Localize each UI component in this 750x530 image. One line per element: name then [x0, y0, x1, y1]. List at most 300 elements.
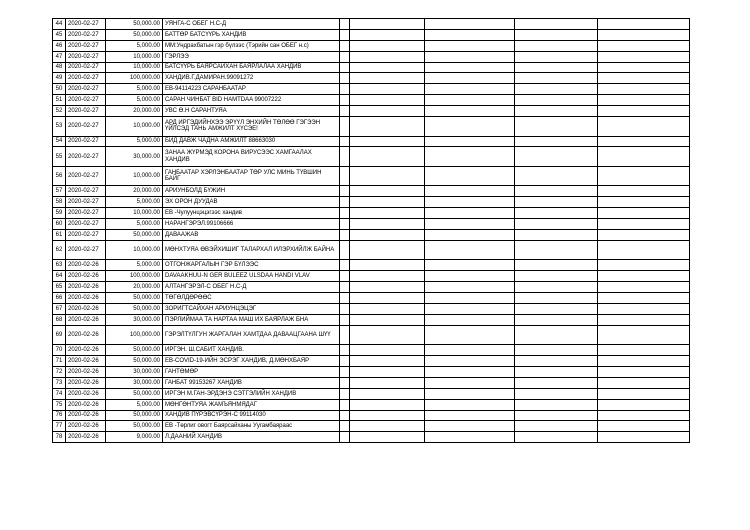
empty-cell [350, 260, 425, 271]
table-row [53, 325, 690, 345]
empty-cell [598, 303, 690, 314]
row-number-cell: 72 [53, 366, 66, 377]
empty-cell [350, 147, 425, 167]
table-row [53, 282, 690, 293]
date-cell: 2020-02-27 [66, 40, 106, 51]
empty-cell [340, 62, 350, 73]
empty-cell [425, 356, 515, 367]
description-cell: ДАВААЖАВ [163, 229, 340, 240]
empty-cell [350, 356, 425, 367]
row-number-cell: 47 [53, 51, 66, 62]
row-number-cell: 65 [53, 282, 66, 293]
description-cell: ЕВ -Төрлиг овогт Баярсайханы Уугамбаярaас [163, 421, 340, 432]
empty-cell [350, 325, 425, 345]
date-cell: 2020-02-26 [66, 260, 106, 271]
empty-cell [515, 377, 598, 388]
empty-cell [350, 399, 425, 410]
empty-cell [340, 366, 350, 377]
empty-cell [515, 356, 598, 367]
empty-cell [515, 166, 598, 186]
empty-cell [515, 106, 598, 117]
empty-cell [340, 388, 350, 399]
empty-cell [340, 356, 350, 367]
empty-cell [350, 40, 425, 51]
empty-cell [425, 388, 515, 399]
table-row [53, 106, 690, 117]
row-number-cell: 61 [53, 229, 66, 240]
empty-cell [515, 229, 598, 240]
amount-cell: 20,000.00 [106, 282, 163, 293]
table-row [53, 271, 690, 282]
date-cell: 2020-02-27 [66, 166, 106, 186]
row-number-cell: 62 [53, 240, 66, 260]
date-cell: 2020-02-27 [66, 208, 106, 219]
empty-cell [350, 208, 425, 219]
empty-cell [340, 219, 350, 230]
row-number-cell: 49 [53, 73, 66, 84]
table-row [53, 260, 690, 271]
amount-cell: 30,000.00 [106, 147, 163, 167]
empty-cell [515, 95, 598, 106]
empty-cell [340, 282, 350, 293]
empty-cell [598, 399, 690, 410]
empty-cell [425, 432, 515, 443]
table-row [53, 29, 690, 40]
empty-cell [350, 219, 425, 230]
empty-cell [515, 388, 598, 399]
empty-cell [350, 117, 425, 137]
table-row [53, 117, 690, 137]
table-body [53, 19, 690, 443]
empty-cell [598, 229, 690, 240]
empty-cell [350, 314, 425, 325]
table-row [53, 366, 690, 377]
date-cell: 2020-02-26 [66, 377, 106, 388]
row-number-cell: 46 [53, 40, 66, 51]
row-number-cell: 77 [53, 421, 66, 432]
empty-cell [598, 29, 690, 40]
empty-cell [515, 271, 598, 282]
empty-cell [350, 377, 425, 388]
empty-cell [425, 314, 515, 325]
empty-cell [598, 136, 690, 147]
table-row [53, 40, 690, 51]
row-number-cell: 54 [53, 136, 66, 147]
date-cell: 2020-02-26 [66, 356, 106, 367]
table-row [53, 208, 690, 219]
empty-cell [515, 197, 598, 208]
row-number-cell: 45 [53, 29, 66, 40]
empty-cell [598, 62, 690, 73]
empty-cell [598, 51, 690, 62]
date-cell: 2020-02-26 [66, 432, 106, 443]
empty-cell [515, 51, 598, 62]
table-row [53, 432, 690, 443]
date-cell: 2020-02-26 [66, 282, 106, 293]
table-row [53, 197, 690, 208]
empty-cell [598, 421, 690, 432]
empty-cell [350, 186, 425, 197]
empty-cell [350, 345, 425, 356]
date-cell: 2020-02-27 [66, 147, 106, 167]
empty-cell [598, 356, 690, 367]
row-number-cell: 50 [53, 84, 66, 95]
empty-cell [340, 271, 350, 282]
empty-cell [350, 106, 425, 117]
empty-cell [598, 186, 690, 197]
empty-cell [598, 377, 690, 388]
date-cell: 2020-02-26 [66, 399, 106, 410]
amount-cell: 30,000.00 [106, 314, 163, 325]
description-cell: НАРАНГЭРЭЛ.99106666 [163, 219, 340, 230]
description-cell: ОТГОНЖАРГАЛЫН ГЭР БҮЛЭЭС [163, 260, 340, 271]
table-row [53, 345, 690, 356]
empty-cell [515, 147, 598, 167]
description-cell: ХАНДИВ ПҮРЭВСҮРЭН-С 99114030 [163, 410, 340, 421]
table-row [53, 95, 690, 106]
date-cell: 2020-02-26 [66, 303, 106, 314]
empty-cell [425, 95, 515, 106]
empty-cell [350, 51, 425, 62]
date-cell: 2020-02-26 [66, 388, 106, 399]
table-row [53, 293, 690, 304]
empty-cell [598, 147, 690, 167]
empty-cell [350, 166, 425, 186]
row-number-cell: 69 [53, 325, 66, 345]
empty-cell [425, 147, 515, 167]
empty-cell [598, 388, 690, 399]
amount-cell: 30,000.00 [106, 366, 163, 377]
row-number-cell: 48 [53, 62, 66, 73]
empty-cell [350, 421, 425, 432]
description-cell: БАТСҮҮРЬ БАЯРСАЙХАН БАЯРЛАЛАА ХАНДИВ [163, 62, 340, 73]
row-number-cell: 63 [53, 260, 66, 271]
table-row [53, 147, 690, 167]
empty-cell [425, 325, 515, 345]
date-cell: 2020-02-26 [66, 410, 106, 421]
empty-cell [350, 84, 425, 95]
amount-cell: 10,000.00 [106, 208, 163, 219]
empty-cell [515, 62, 598, 73]
empty-cell [425, 366, 515, 377]
table-row [53, 399, 690, 410]
amount-cell: 50,000.00 [106, 356, 163, 367]
empty-cell [425, 197, 515, 208]
empty-cell [350, 388, 425, 399]
empty-cell [425, 106, 515, 117]
row-number-cell: 67 [53, 303, 66, 314]
table-row [53, 410, 690, 421]
description-cell: ЕВ-COVID-19-ИЙН ЭСРЭГ ХАНДИВ, Д.МӨНХБАЯР [163, 356, 340, 367]
empty-cell [340, 19, 350, 30]
empty-cell [515, 84, 598, 95]
date-cell: 2020-02-27 [66, 29, 106, 40]
empty-cell [340, 260, 350, 271]
empty-cell [515, 136, 598, 147]
description-cell: ГЭРЛЭЭ [163, 51, 340, 62]
empty-cell [425, 421, 515, 432]
table-row [53, 62, 690, 73]
amount-cell: 50,000.00 [106, 388, 163, 399]
empty-cell [340, 377, 350, 388]
amount-cell: 10,000.00 [106, 240, 163, 260]
amount-cell: 10,000.00 [106, 62, 163, 73]
empty-cell [598, 166, 690, 186]
description-cell: ММ:Ундрахбатын гэр бүлээс (Тэрийн сан ОБЕГ н.с) [163, 40, 340, 51]
table-row [53, 240, 690, 260]
description-cell: МӨНХТУЯА ӨВЭЙХИШИГ ТАЛАРХАЛ ИЛЭРХИЙЛЖ БАЙНА [163, 240, 340, 260]
empty-cell [340, 95, 350, 106]
row-number-cell: 70 [53, 345, 66, 356]
empty-cell [350, 410, 425, 421]
empty-cell [515, 366, 598, 377]
empty-cell [425, 303, 515, 314]
description-cell: УЯНГА-С ОБЕГ Н.С-Д [163, 19, 340, 30]
table-row [53, 388, 690, 399]
empty-cell [340, 229, 350, 240]
description-cell: ЗАНАА ЖҮРМЭД КОРОНА ВИРУСЭЭС ХАМГААЛАХ ХАНДИВ [163, 147, 340, 167]
empty-cell [350, 136, 425, 147]
empty-cell [350, 303, 425, 314]
empty-cell [340, 106, 350, 117]
empty-cell [350, 293, 425, 304]
description-cell: АРИУНБОЛД БҮЖИН [163, 186, 340, 197]
description-cell: ХАНДИВ.Г.ДАМИРАН.99091272 [163, 73, 340, 84]
date-cell: 2020-02-27 [66, 84, 106, 95]
row-number-cell: 68 [53, 314, 66, 325]
description-cell: ГАНТӨМӨР [163, 366, 340, 377]
empty-cell [340, 166, 350, 186]
empty-cell [340, 421, 350, 432]
date-cell: 2020-02-27 [66, 240, 106, 260]
amount-cell: 100,000.00 [106, 73, 163, 84]
amount-cell: 50,000.00 [106, 410, 163, 421]
amount-cell: 10,000.00 [106, 117, 163, 137]
date-cell: 2020-02-27 [66, 19, 106, 30]
empty-cell [425, 29, 515, 40]
date-cell: 2020-02-26 [66, 325, 106, 345]
empty-cell [340, 303, 350, 314]
date-cell: 2020-02-27 [66, 62, 106, 73]
row-number-cell: 71 [53, 356, 66, 367]
empty-cell [340, 240, 350, 260]
row-number-cell: 73 [53, 377, 66, 388]
amount-cell: 10,000.00 [106, 166, 163, 186]
empty-cell [425, 260, 515, 271]
table-row [53, 19, 690, 30]
empty-cell [350, 240, 425, 260]
empty-cell [425, 229, 515, 240]
empty-cell [425, 399, 515, 410]
row-number-cell: 76 [53, 410, 66, 421]
description-cell: ЗОРИГТСАЙХАН АРИУНЦЭЦЭГ [163, 303, 340, 314]
amount-cell: 50,000.00 [106, 345, 163, 356]
empty-cell [350, 19, 425, 30]
table-row [53, 84, 690, 95]
empty-cell [515, 293, 598, 304]
date-cell: 2020-02-27 [66, 95, 106, 106]
empty-cell [340, 136, 350, 147]
empty-cell [340, 51, 350, 62]
empty-cell [425, 410, 515, 421]
empty-cell [515, 260, 598, 271]
description-cell: БАТТӨР БАТСҮҮРЬ ХАНДИВ [163, 29, 340, 40]
empty-cell [340, 410, 350, 421]
empty-cell [350, 95, 425, 106]
empty-cell [425, 136, 515, 147]
table-row [53, 136, 690, 147]
date-cell: 2020-02-26 [66, 314, 106, 325]
empty-cell [598, 240, 690, 260]
date-cell: 2020-02-27 [66, 106, 106, 117]
amount-cell: 50,000.00 [106, 19, 163, 30]
empty-cell [350, 29, 425, 40]
amount-cell: 5,000.00 [106, 219, 163, 230]
date-cell: 2020-02-26 [66, 366, 106, 377]
row-number-cell: 75 [53, 399, 66, 410]
description-cell: DAVAAKHUU-N GER BULEEZ ULSDAA HANDI VLAV [163, 271, 340, 282]
row-number-cell: 59 [53, 208, 66, 219]
empty-cell [340, 197, 350, 208]
empty-cell [598, 410, 690, 421]
empty-cell [598, 366, 690, 377]
empty-cell [598, 73, 690, 84]
table-row [53, 421, 690, 432]
empty-cell [515, 282, 598, 293]
amount-cell: 5,000.00 [106, 197, 163, 208]
empty-cell [425, 208, 515, 219]
amount-cell: 50,000.00 [106, 29, 163, 40]
date-cell: 2020-02-27 [66, 219, 106, 230]
row-number-cell: 56 [53, 166, 66, 186]
empty-cell [425, 271, 515, 282]
date-cell: 2020-02-27 [66, 229, 106, 240]
empty-cell [598, 84, 690, 95]
amount-cell: 50,000.00 [106, 303, 163, 314]
date-cell: 2020-02-26 [66, 421, 106, 432]
empty-cell [598, 219, 690, 230]
empty-cell [515, 29, 598, 40]
row-number-cell: 64 [53, 271, 66, 282]
empty-cell [598, 260, 690, 271]
amount-cell: 5,000.00 [106, 399, 163, 410]
empty-cell [350, 432, 425, 443]
empty-cell [598, 197, 690, 208]
table-row [53, 356, 690, 367]
empty-cell [350, 366, 425, 377]
empty-cell [515, 432, 598, 443]
empty-cell [515, 303, 598, 314]
description-cell: ТӨГӨЛДӨРӨӨС [163, 293, 340, 304]
row-number-cell: 66 [53, 293, 66, 304]
empty-cell [598, 293, 690, 304]
description-cell: ИРГЭН. Ш.САБИТ ХАНДИВ. [163, 345, 340, 356]
empty-cell [340, 325, 350, 345]
description-cell: АЛТАНГЭРЭЛ-С ОБЕГ Н.С-Д [163, 282, 340, 293]
amount-cell: 10,000.00 [106, 51, 163, 62]
amount-cell: 5,000.00 [106, 136, 163, 147]
date-cell: 2020-02-27 [66, 117, 106, 137]
empty-cell [598, 271, 690, 282]
empty-cell [340, 186, 350, 197]
empty-cell [340, 73, 350, 84]
empty-cell [425, 73, 515, 84]
empty-cell [340, 293, 350, 304]
empty-cell [598, 208, 690, 219]
date-cell: 2020-02-27 [66, 51, 106, 62]
table-row [53, 377, 690, 388]
amount-cell: 50,000.00 [106, 229, 163, 240]
amount-cell: 30,000.00 [106, 377, 163, 388]
amount-cell: 9,000.00 [106, 432, 163, 443]
amount-cell: 100,000.00 [106, 325, 163, 345]
empty-cell [515, 186, 598, 197]
row-number-cell: 57 [53, 186, 66, 197]
empty-cell [350, 73, 425, 84]
description-cell: ГАНБААТАР ХЭРЛЭНБААТАР ТӨР УЛС МИНЬ ТҮВШИН БАЙГ [163, 166, 340, 186]
empty-cell [515, 73, 598, 84]
empty-cell [350, 229, 425, 240]
empty-cell [515, 325, 598, 345]
row-number-cell: 60 [53, 219, 66, 230]
description-cell: ЕВ-94114223 САРАНБААТАР [163, 84, 340, 95]
empty-cell [425, 345, 515, 356]
table-row [53, 186, 690, 197]
empty-cell [350, 282, 425, 293]
amount-cell: 20,000.00 [106, 106, 163, 117]
description-cell: ЭХ ОРОН ДУУДАВ [163, 197, 340, 208]
empty-cell [425, 219, 515, 230]
empty-cell [425, 282, 515, 293]
description-cell: Л.ДААНИЙ ХАНДИВ [163, 432, 340, 443]
empty-cell [425, 51, 515, 62]
table-row [53, 73, 690, 84]
empty-cell [515, 240, 598, 260]
empty-cell [425, 19, 515, 30]
table-row [53, 219, 690, 230]
date-cell: 2020-02-26 [66, 345, 106, 356]
date-cell: 2020-02-27 [66, 73, 106, 84]
empty-cell [425, 166, 515, 186]
empty-cell [425, 293, 515, 304]
empty-cell [340, 29, 350, 40]
row-number-cell: 55 [53, 147, 66, 167]
empty-cell [350, 271, 425, 282]
empty-cell [515, 19, 598, 30]
empty-cell [598, 19, 690, 30]
description-cell: САРАН ЧИНБАТ BID HAMTDAA 99007222 [163, 95, 340, 106]
empty-cell [515, 208, 598, 219]
empty-cell [598, 117, 690, 137]
empty-cell [425, 62, 515, 73]
empty-cell [340, 40, 350, 51]
empty-cell [340, 432, 350, 443]
empty-cell [340, 208, 350, 219]
empty-cell [425, 377, 515, 388]
description-cell: УВС Ө.Н САРАНТУЯА [163, 106, 340, 117]
description-cell: ЕВ -Чулуунцэцэгээс хандив [163, 208, 340, 219]
empty-cell [598, 325, 690, 345]
row-number-cell: 44 [53, 19, 66, 30]
table-row [53, 166, 690, 186]
amount-cell: 5,000.00 [106, 260, 163, 271]
amount-cell: 20,000.00 [106, 186, 163, 197]
empty-cell [598, 106, 690, 117]
empty-cell [598, 95, 690, 106]
empty-cell [515, 219, 598, 230]
empty-cell [598, 314, 690, 325]
row-number-cell: 78 [53, 432, 66, 443]
